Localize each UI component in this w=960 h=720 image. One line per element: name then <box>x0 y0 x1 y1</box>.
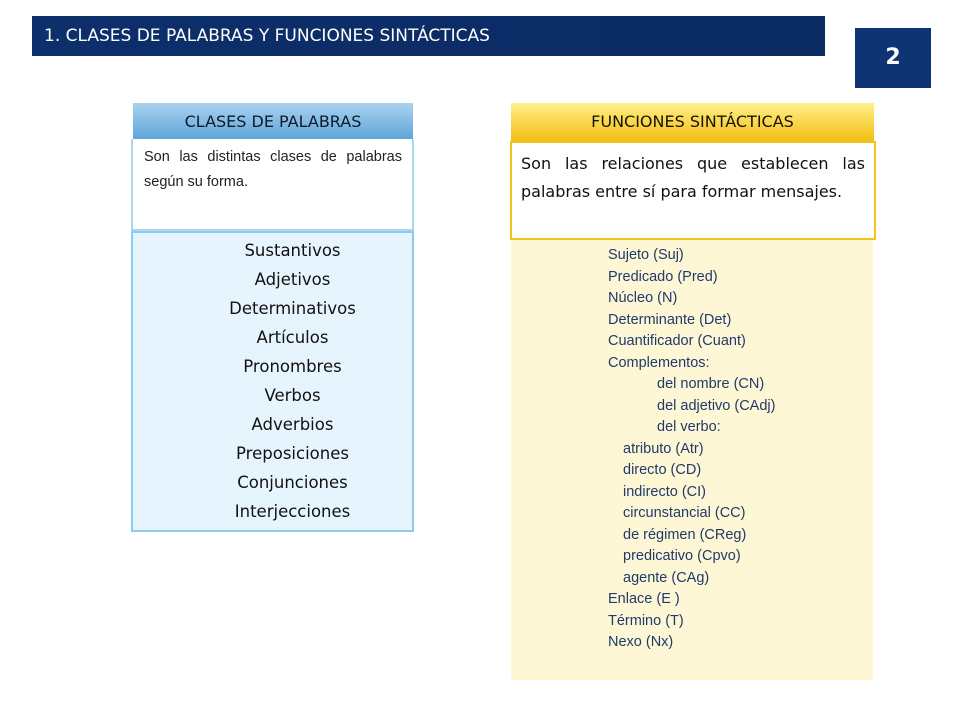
list-item: directo (CD) <box>623 462 702 478</box>
list-item: del adjetivo (CAdj) <box>657 397 776 414</box>
funciones-sintacticas-heading: FUNCIONES SINTÁCTICAS <box>511 103 874 141</box>
list-item: atributo (Atr) <box>623 440 704 457</box>
list-item: Interjecciones <box>234 502 351 521</box>
list-item: Determinativos <box>229 299 356 318</box>
list-item: Pronombres <box>243 357 342 376</box>
list-item: de régimen (CReg) <box>623 526 747 543</box>
list-item: Adjetivos <box>254 270 331 289</box>
list-item: Artículos <box>256 328 329 347</box>
list-item: Preposiciones <box>236 444 349 463</box>
list-item: Conjunciones <box>237 473 348 492</box>
list-item: predicativo (Cpvo) <box>623 548 741 564</box>
list-item: circunstancial (CC) <box>623 505 746 521</box>
list-item: del nombre (CN) <box>657 376 765 392</box>
list-item: del verbo: <box>657 419 721 435</box>
clases-definition: Son las distintas clases de palabras según su forma. <box>131 139 414 231</box>
slide-title: 1. CLASES DE PALABRAS Y FUNCIONES SINTÁCTICAS <box>32 16 825 56</box>
list-item: Verbos <box>264 386 321 405</box>
list-item: Núcleo (N) <box>608 290 678 306</box>
list-item: Predicado (Pred) <box>608 268 718 285</box>
funciones-list <box>511 240 873 680</box>
list-item: Adverbios <box>251 415 334 434</box>
list-item: indirecto (CI) <box>623 483 706 500</box>
funciones-definition: Son las relaciones que establecen las palabras entre sí para formar mensajes. <box>510 141 876 240</box>
list-item: Complementos: <box>608 354 710 371</box>
list-item: Sujeto (Suj) <box>608 247 684 263</box>
list-item: Término (T) <box>608 612 684 629</box>
list-item: agente (CAg) <box>623 569 710 586</box>
list-item: Sustantivos <box>244 241 341 260</box>
list-item: Enlace (E ) <box>608 591 680 607</box>
list-item: Nexo (Nx) <box>608 634 674 650</box>
clases-de-palabras-heading: CLASES DE PALABRAS <box>133 103 413 139</box>
clases-list <box>131 231 414 532</box>
list-item: Determinante (Det) <box>608 311 732 328</box>
list-item: Cuantificador (Cuant) <box>608 333 746 349</box>
page-number-badge: 2 <box>855 28 931 88</box>
